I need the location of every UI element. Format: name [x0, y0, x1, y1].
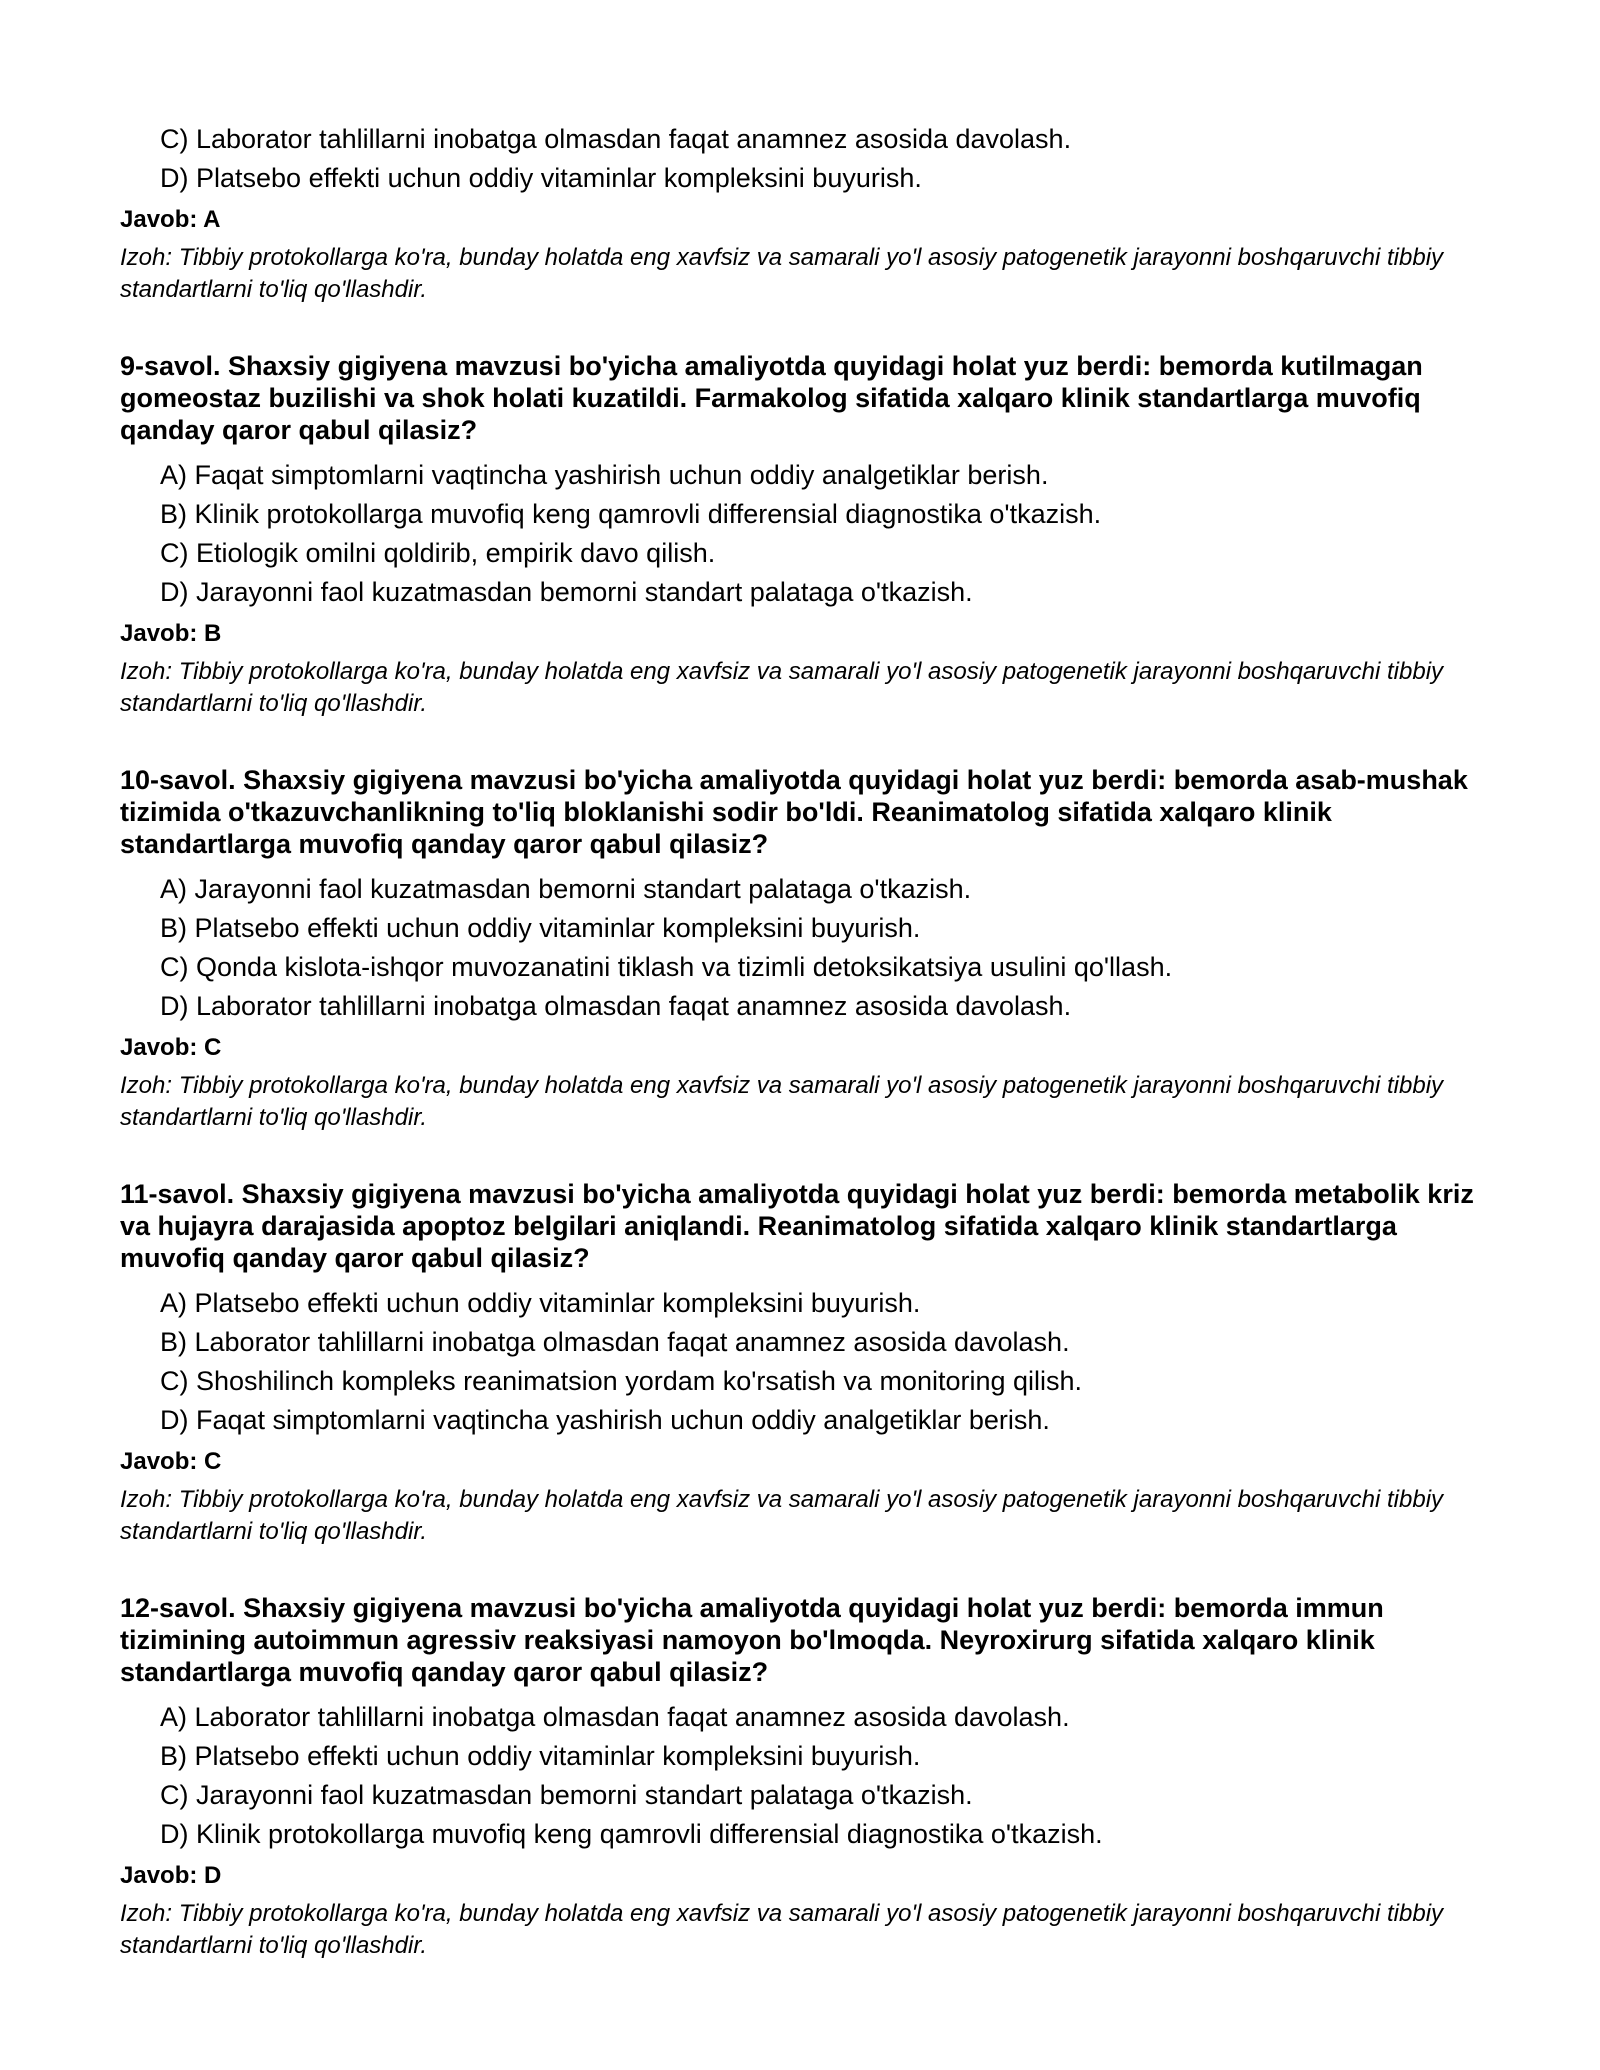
question-12 [120, 1592, 1490, 1962]
answer-key: Javob: C [120, 1034, 222, 1061]
explanation-note: Izoh: Tibbiy protokollarga ko'ra, bunday holatda eng xavfsiz va samarali yo'l asosiy patogenetik jarayonni boshqaruvchi tibbiy standartlarni to'liq qo'llashdir. [120, 1072, 1444, 1131]
explanation-note: Izoh: Tibbiy protokollarga ko'ra, bunday holatda eng xavfsiz va samarali yo'l asosiy patogenetik jarayonni boshqaruvchi tibbiy standartlarni to'liq qo'llashdir. [120, 658, 1444, 717]
answer-options [120, 1698, 1490, 1854]
answer-options [120, 456, 1490, 612]
option-a: A) Laborator tahlillarni inobatga olmasdan faqat anamnez asosida davolash. [160, 1702, 1070, 1732]
explanation-note: Izoh: Tibbiy protokollarga ko'ra, bunday holatda eng xavfsiz va samarali yo'l asosiy patogenetik jarayonni boshqaruvchi tibbiy standartlarni to'liq qo'llashdir. [120, 244, 1444, 303]
option-a: A) Faqat simptomlarni vaqtincha yashirish uchun oddiy analgetiklar berish. [160, 460, 1049, 490]
answer-options [120, 1284, 1490, 1440]
question-text: 12-savol. Shaxsiy gigiyena mavzusi bo'yicha amaliyotda quyidagi holat yuz berdi: bemorda immun tizimining autoimmun agressiv reaksiyasi namoyon bo'lmoqda. Neyroxirurg sifatida xalqaro klinik standartlarga muvofiq qanday qaror qabul qilasiz? [120, 1593, 1384, 1687]
question-text: 11-savol. Shaxsiy gigiyena mavzusi bo'yicha amaliyotda quyidagi holat yuz berdi: bemorda metabolik kriz va hujayra darajasida apoptoz belgilari aniqlandi. Reanimatolog sifatida xalqaro klinik standartlarga muvofiq qanday qaror qabul qilasiz? [120, 1179, 1474, 1273]
question-9 [120, 350, 1490, 720]
question-text: 10-savol. Shaxsiy gigiyena mavzusi bo'yicha amaliyotda quyidagi holat yuz berdi: bemorda asab-mushak tizimida o'tkazuvchanlikning to'liq bloklanishi sodir bo'ldi. Reanimatolog sifatida xalqaro klinik standartlarga muvofiq qanday qaror qabul qilasiz? [120, 765, 1468, 859]
answer-key: Javob: D [120, 1862, 222, 1889]
option-c: C) Shoshilinch kompleks reanimatsion yordam ko'rsatish va monitoring qilish. [160, 1366, 1083, 1396]
option-b: B) Klinik protokollarga muvofiq keng qamrovli differensial diagnostika o'tkazish. [160, 499, 1102, 529]
answer-key: Javob: A [120, 206, 221, 233]
option-a: A) Jarayonni faol kuzatmasdan bemorni standart palataga o'tkazish. [160, 874, 972, 904]
question-8-continued [120, 120, 1490, 306]
answer-options [120, 120, 1490, 198]
answer-options [120, 870, 1490, 1026]
question-10 [120, 764, 1490, 1134]
option-a: A) Platsebo effekti uchun oddiy vitaminlar kompleksini buyurish. [160, 1288, 921, 1318]
option-b: B) Laborator tahlillarni inobatga olmasdan faqat anamnez asosida davolash. [160, 1327, 1070, 1357]
option-d: D) Faqat simptomlarni vaqtincha yashirish uchun oddiy analgetiklar berish. [160, 1405, 1050, 1435]
option-d: D) Laborator tahlillarni inobatga olmasdan faqat anamnez asosida davolash. [160, 991, 1072, 1021]
option-c: C) Jarayonni faol kuzatmasdan bemorni standart palataga o'tkazish. [160, 1780, 973, 1810]
option-c: C) Qonda kislota-ishqor muvozanatini tiklash va tizimli detoksikatsiya usulini qo'llash. [160, 952, 1173, 982]
question-text: 9-savol. Shaxsiy gigiyena mavzusi bo'yicha amaliyotda quyidagi holat yuz berdi: bemorda kutilmagan gomeostaz buzilishi va shok holati kuzatildi. Farmakolog sifatida xalqaro klinik standartlarga muvofiq qanday qaror qabul qilasiz? [120, 351, 1423, 445]
option-d: D) Jarayonni faol kuzatmasdan bemorni standart palataga o'tkazish. [160, 577, 973, 607]
option-c: C) Etiologik omilni qoldirib, empirik davo qilish. [160, 538, 716, 568]
question-11 [120, 1178, 1490, 1548]
option-c: C) Laborator tahlillarni inobatga olmasdan faqat anamnez asosida davolash. [160, 124, 1072, 154]
option-d: D) Klinik protokollarga muvofiq keng qamrovli differensial diagnostika o'tkazish. [160, 1819, 1103, 1849]
option-b: B) Platsebo effekti uchun oddiy vitaminlar kompleksini buyurish. [160, 913, 921, 943]
option-d: D) Platsebo effekti uchun oddiy vitaminlar kompleksini buyurish. [160, 163, 922, 193]
answer-key: Javob: C [120, 1448, 222, 1475]
option-b: B) Platsebo effekti uchun oddiy vitaminlar kompleksini buyurish. [160, 1741, 921, 1771]
explanation-note: Izoh: Tibbiy protokollarga ko'ra, bunday holatda eng xavfsiz va samarali yo'l asosiy patogenetik jarayonni boshqaruvchi tibbiy standartlarni to'liq qo'llashdir. [120, 1900, 1444, 1959]
answer-key: Javob: B [120, 620, 222, 647]
explanation-note: Izoh: Tibbiy protokollarga ko'ra, bunday holatda eng xavfsiz va samarali yo'l asosiy patogenetik jarayonni boshqaruvchi tibbiy standartlarni to'liq qo'llashdir. [120, 1486, 1444, 1545]
